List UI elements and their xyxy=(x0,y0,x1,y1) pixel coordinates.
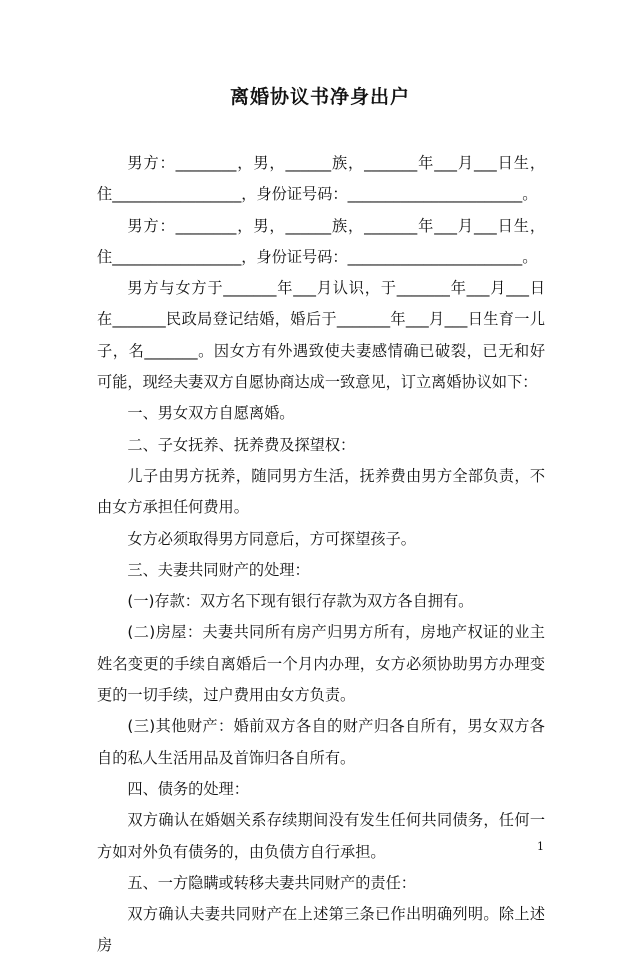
page-number: 1 xyxy=(537,840,544,853)
clause-heading: 三、夫妻共同财产的处理： xyxy=(127,560,310,579)
document-body xyxy=(97,148,545,962)
document-title: 离婚协议书净身出户 xyxy=(229,86,410,108)
clause-paragraph: (三)其他财产：婚前双方各自的财产归各自所有，男女双方各自的私人生活用品及首饰归各自所有。 xyxy=(97,717,545,767)
clause-heading: 二、子女抚养、抚养费及探望权： xyxy=(127,435,356,454)
clause-heading: 一、男女双方自愿离婚。 xyxy=(127,404,295,423)
clause-paragraph: 双方确认夫妻共同财产在上述第三条已作出明确列明。除上述房 xyxy=(97,905,545,955)
clause-paragraph: 儿子由男方抚养，随同男方生活，抚养费由男方全部负责，不由女方承担任何费用。 xyxy=(97,466,545,517)
party-info-paragraph: 男方：________，男，______族，_______年___月___日生，住_________________，身份证号码：_______________________。 xyxy=(97,216,545,266)
clause-paragraph: (二)房屋：夫妻共同所有房产归男方所有，房地产权证的业主姓名变更的手续自离婚后一个月内办理，女方必须协助男方办理变更的一切手续，过户费用由女方负责。 xyxy=(97,623,545,705)
clause-heading: 四、债务的处理： xyxy=(127,779,249,798)
background-paragraph: 男方与女方于_______年___月认识，于_______年___月___日在_______民政局登记结婚，婚后于_______年___月___日生育一儿子，名_______。因女方有外遇致使夫妻感情确已破裂，已无和好可能，现经夫妻双方自愿协商达成一致意见，订立离婚协议如下： xyxy=(97,279,545,392)
party-info-paragraph: 男方：________，男，______族，_______年___月___日生，住_________________，身份证号码：_______________________。 xyxy=(97,154,545,204)
clause-paragraph: 双方确认在婚姻关系存续期间没有发生任何共同债务，任何一方如对外负有债务的，由负债方自行承担。 xyxy=(97,811,545,861)
clause-paragraph: (一)存款：双方名下现有银行存款为双方各自拥有。 xyxy=(127,592,474,611)
clause-heading: 五、一方隐瞒或转移夫妻共同财产的责任： xyxy=(127,873,416,892)
clause-paragraph: 女方必须取得男方同意后，方可探望孩子。 xyxy=(127,529,416,548)
